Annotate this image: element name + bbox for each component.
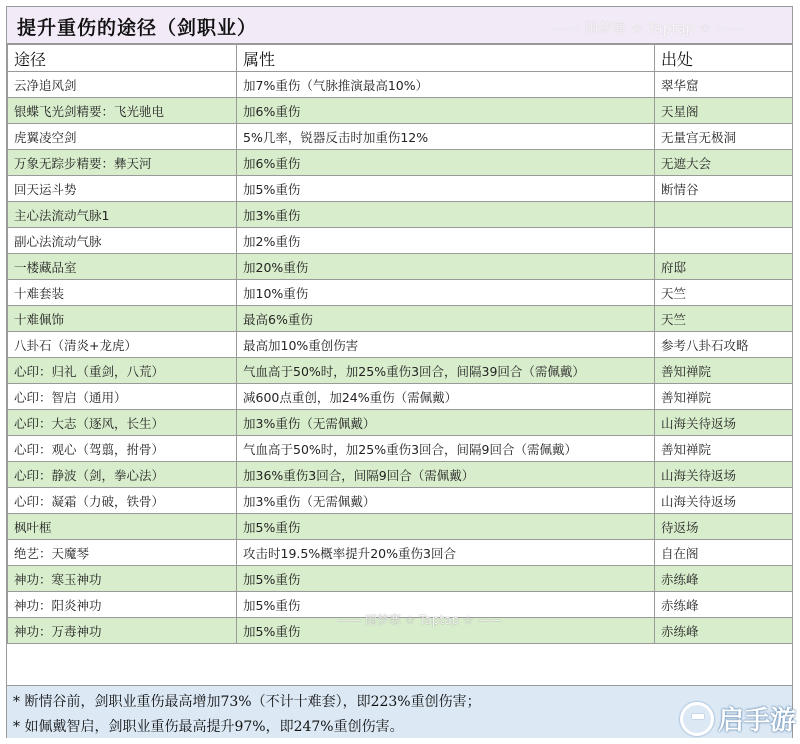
table-row xyxy=(8,280,793,306)
watermark-middle: —— 雨梦寒 ☆ Taptap ☆ —— xyxy=(337,613,502,627)
cell-source: 参考八卦石攻略 xyxy=(655,332,793,358)
cell-attr: 攻击时19.5%概率提升20%重伤3回合 xyxy=(237,540,655,566)
table-row xyxy=(8,124,793,150)
cell-path: 虎翼凌空剑 xyxy=(8,124,237,150)
logo-icon xyxy=(680,702,714,736)
cell-path: 心印：智启（通用） xyxy=(8,384,237,410)
table-row xyxy=(8,540,793,566)
cell-source: 赤练峰 xyxy=(655,566,793,592)
cell-path: 心印：凝霜（力破，铁骨） xyxy=(8,488,237,514)
cell-source: 山海关待返场 xyxy=(655,488,793,514)
cell-attr: 加6%重伤 xyxy=(237,150,655,176)
table-row xyxy=(8,98,793,124)
table-row xyxy=(8,462,793,488)
table-row xyxy=(8,436,793,462)
header-path: 途径 xyxy=(8,45,237,72)
table-row xyxy=(8,384,793,410)
logo-text: 启手游 xyxy=(717,706,796,736)
cell-source: 山海关待返场 xyxy=(655,462,793,488)
table-row xyxy=(8,202,793,228)
cell-path: 主心法流动气脉1 xyxy=(8,202,237,228)
cell-path: 十难套装 xyxy=(8,280,237,306)
cell-attr: 加3%重伤 xyxy=(237,202,655,228)
cell-source: 无遮大会 xyxy=(655,150,793,176)
table-row xyxy=(8,410,793,436)
table-header-row xyxy=(8,45,793,72)
cell-attr: 减600点重创，加24%重伤（需佩戴） xyxy=(237,384,655,410)
cell-path: 云净追风剑 xyxy=(8,72,237,98)
cell-attr: 气血高于50%时，加25%重伤3回合，间隔9回合（需佩戴） xyxy=(237,436,655,462)
cell-source: 善知禅院 xyxy=(655,384,793,410)
cell-path: 八卦石（清炎+龙虎） xyxy=(8,332,237,358)
cell-path: 回天运斗势 xyxy=(8,176,237,202)
cell-source: 天竺 xyxy=(655,280,793,306)
table-row xyxy=(8,176,793,202)
cell-source: 善知禅院 xyxy=(655,358,793,384)
cell-source: 待返场 xyxy=(655,514,793,540)
cell-attr: 加5%重伤 xyxy=(237,618,655,644)
cell-path: 神功：寒玉神功 xyxy=(8,566,237,592)
cell-attr: 最高6%重伤 xyxy=(237,306,655,332)
cell-source: 赤练峰 xyxy=(655,618,793,644)
cell-attr: 加5%重伤 xyxy=(237,592,655,618)
notes-footer xyxy=(7,685,792,738)
cell-source: 天星阁 xyxy=(655,98,793,124)
site-logo xyxy=(680,700,796,737)
cell-path: 绝艺：天魔琴 xyxy=(8,540,237,566)
cell-path: 神功：阳炎神功 xyxy=(8,592,237,618)
cell-attr: 加5%重伤 xyxy=(237,176,655,202)
cell-attr: 5%几率，锐器反击时加重伤12% xyxy=(237,124,655,150)
cell-attr: 加3%重伤（无需佩戴） xyxy=(237,488,655,514)
cell-source: 翠华窟 xyxy=(655,72,793,98)
cell-attr: 气血高于50%时，加25%重伤3回合，间隔39回合（需佩戴） xyxy=(237,358,655,384)
cell-attr: 加6%重伤 xyxy=(237,98,655,124)
cell-path: 心印：归礼（重剑，八荒） xyxy=(8,358,237,384)
document-frame xyxy=(6,6,793,738)
table-row xyxy=(8,514,793,540)
table-body xyxy=(8,72,793,644)
note-2: * 如佩戴智启，剑职业重伤最高提升97%，即247%重创伤害。 xyxy=(13,719,404,735)
cell-source: 无量宫无极洞 xyxy=(655,124,793,150)
cell-source xyxy=(655,202,793,228)
cell-attr: 加5%重伤 xyxy=(237,514,655,540)
cell-source: 山海关待返场 xyxy=(655,410,793,436)
cell-source xyxy=(655,228,793,254)
table-row xyxy=(8,566,793,592)
note-1: * 断情谷前，剑职业重伤最高增加73%（不计十难套），即223%重创伤害； xyxy=(13,694,481,710)
cell-attr: 加2%重伤 xyxy=(237,228,655,254)
header-source: 出处 xyxy=(655,45,793,72)
cell-attr: 加7%重伤（气脉推演最高10%） xyxy=(237,72,655,98)
page-title: 提升重伤的途径（剑职业） xyxy=(17,17,258,39)
table-row xyxy=(8,358,793,384)
cell-path: 心印：观心（驾翦，拊骨） xyxy=(8,436,237,462)
cell-path: 心印：静波（剑，拳心法） xyxy=(8,462,237,488)
cell-source: 府邸 xyxy=(655,254,793,280)
table-row xyxy=(8,228,793,254)
cell-source: 自在阁 xyxy=(655,540,793,566)
cell-attr: 加36%重伤3回合，间隔9回合（需佩戴） xyxy=(237,462,655,488)
cell-source: 善知禅院 xyxy=(655,436,793,462)
cell-path: 心印：大志（逐风，长生） xyxy=(8,410,237,436)
table-row xyxy=(8,332,793,358)
cell-source: 天竺 xyxy=(655,306,793,332)
table-row xyxy=(8,150,793,176)
cell-attr: 加10%重伤 xyxy=(237,280,655,306)
cell-attr: 加5%重伤 xyxy=(237,566,655,592)
cell-source: 断情谷 xyxy=(655,176,793,202)
cell-path: 十难佩饰 xyxy=(8,306,237,332)
cell-source: 赤练峰 xyxy=(655,592,793,618)
cell-path: 一楼藏品室 xyxy=(8,254,237,280)
injury-table xyxy=(7,44,793,644)
cell-path: 万象无踪步精要：彝天河 xyxy=(8,150,237,176)
cell-path: 银蝶飞光剑精要：飞光驰电 xyxy=(8,98,237,124)
cell-path: 神功：万毒神功 xyxy=(8,618,237,644)
table-row xyxy=(8,72,793,98)
table-row xyxy=(8,254,793,280)
table-row xyxy=(8,306,793,332)
cell-attr: 加3%重伤（无需佩戴） xyxy=(237,410,655,436)
cell-attr: 加20%重伤 xyxy=(237,254,655,280)
watermark-top: —— 雨梦寒 ☆ Taptap ☆ —— xyxy=(551,21,744,37)
header-attribute: 属性 xyxy=(237,45,655,72)
table-row xyxy=(8,488,793,514)
title-bar xyxy=(7,7,792,44)
cell-attr: 最高加10%重创伤害 xyxy=(237,332,655,358)
cell-path: 枫叶框 xyxy=(8,514,237,540)
cell-path: 副心法流动气脉 xyxy=(8,228,237,254)
